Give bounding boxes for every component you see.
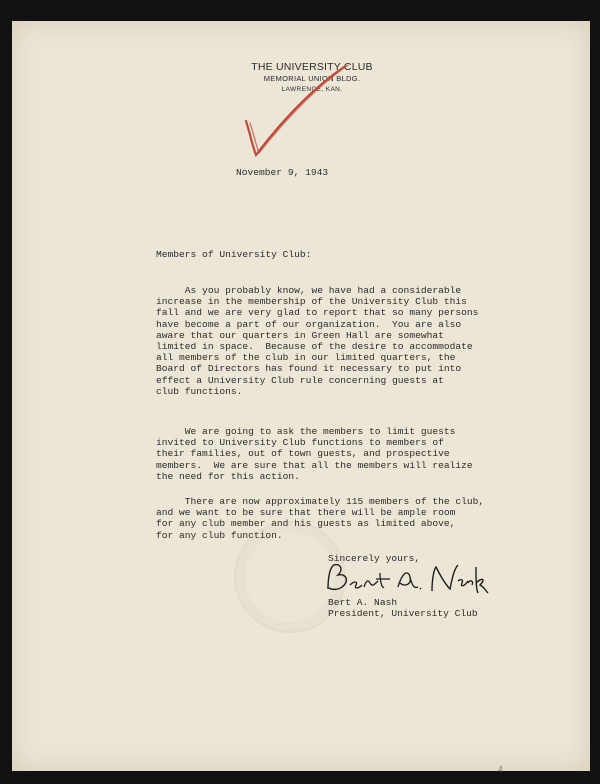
letter-page <box>12 21 590 774</box>
pencil-page-mark: 4 <box>498 764 503 774</box>
signature-block <box>328 597 478 619</box>
letter-date: November 9, 1943 <box>236 167 329 178</box>
red-check-mark-icon <box>244 63 354 163</box>
letterhead-building: MEMORIAL UNION BLDG. <box>263 74 361 83</box>
closing: Sincerely yours, <box>328 553 421 564</box>
paragraph-1: As you probably know, we have had a considerable increase in the membership of the University Club this fall and we are very glad to report that so many persons have become a part of our organization. You are also aware that our quarters in Green Hall are somewhat limited in space. Because of the desire to accommodate all members of the club in our limited quarters, the Board of Directors has found it necessary to put into effect a University Club rule concerning guests at club functions. <box>156 285 479 397</box>
letterhead-club-name: THE UNIVERSITY CLUB <box>251 61 373 73</box>
paragraph-3: There are now approximately 115 members of the club, and we want to be sure that there will be ample room for any club member and his guests as limited above, for any club function. <box>156 496 485 541</box>
paragraph-2: We are going to ask the members to limit guests invited to University Club functions to members of their families, out of town guests, and prospective members. We are sure that all the members will realize the need for this action. <box>156 426 473 482</box>
salutation: Members of University Club: <box>156 249 312 260</box>
signer-title: President, University Club <box>328 608 478 620</box>
signer-name: Bert A. Nash <box>328 597 398 608</box>
letterhead-city: LAWRENCE, KAN. <box>281 86 343 93</box>
